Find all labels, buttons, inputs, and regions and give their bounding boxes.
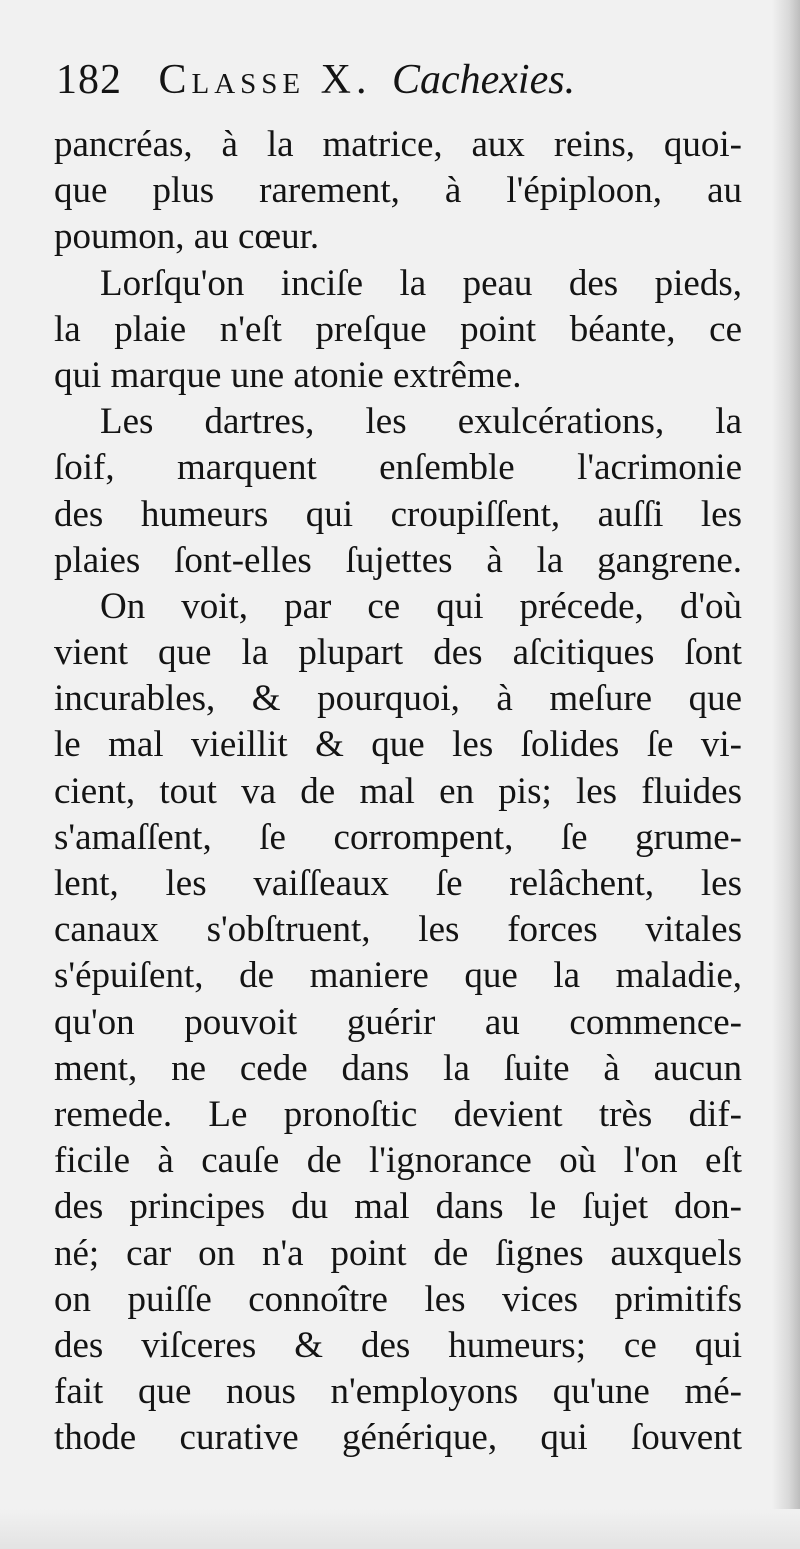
page-number: 182 [56,57,122,103]
class-title: Classe X. [158,57,372,103]
text-line: on puiſſe connoître les vices primitifs [54,1278,742,1320]
text-line: pancréas, à la matrice, aux reins, quoi- [54,124,742,165]
text-line: fait que nous n'employons qu'une mé- [54,1371,742,1413]
paragraph-first-line: On voit, par ce qui précede, d'où [100,585,742,627]
text-line: s'épuiſent, de maniere que la maladie, [54,955,742,997]
text-line: des viſceres & des humeurs; ce qui [54,1324,742,1366]
text-line: s'amaſſent, ſe corrompent, ſe grume- [54,816,742,858]
section-title: Cachexies. [391,57,576,103]
paragraph-first-line: Lorſqu'on inciſe la peau des pieds, [100,262,742,304]
text-line: incurables, & pourquoi, à meſure que [54,678,742,720]
text-line: la plaie n'eſt preſque point béante, ce [54,308,742,350]
page-edge-shadow [772,0,800,1549]
text-line: canaux s'obſtruent, les forces vitales [54,909,742,951]
text-line: lent, les vaiſſeaux ſe relâchent, les [54,863,742,904]
text-line: ſoif, marquent enſemble l'acrimonie [54,447,742,489]
body-text [54,122,742,1461]
text-line: des principes du mal dans le ſujet don- [54,1186,742,1228]
text-line: ficile à cauſe de l'ignorance où l'on eſt [54,1140,742,1182]
text-line: né; car on n'a point de ſignes auxquels [54,1232,742,1274]
text-line: des humeurs qui croupiſſent, auſſi les [54,493,742,535]
text-line: thode curative générique, qui ſouvent [54,1417,742,1459]
text-line: le mal vieillit & que les ſolides ſe vi- [54,724,742,766]
text-line: remede. Le pronoſtic devient très dif- [54,1093,742,1135]
text-line: cient, tout va de mal en pis; les fluides [54,770,742,812]
page-bottom-margin [0,1509,800,1549]
paragraph-first-line: Les dartres, les exulcérations, la [100,401,742,443]
text-line: plaies ſont-elles ſujettes à la gangrene. [54,539,742,581]
text-line: qu'on pouvoit guérir au commence- [54,1001,742,1043]
running-header [56,52,736,108]
text-line: vient que la plupart des aſcitiques ſont [54,632,742,674]
text-line: poumon, au cœur. [54,216,320,258]
text-line: que plus rarement, à l'épiploon, au [54,170,742,212]
text-line: qui marque une atonie extrême. [54,354,522,396]
text-line: ment, ne cede dans la ſuite à aucun [54,1047,742,1089]
